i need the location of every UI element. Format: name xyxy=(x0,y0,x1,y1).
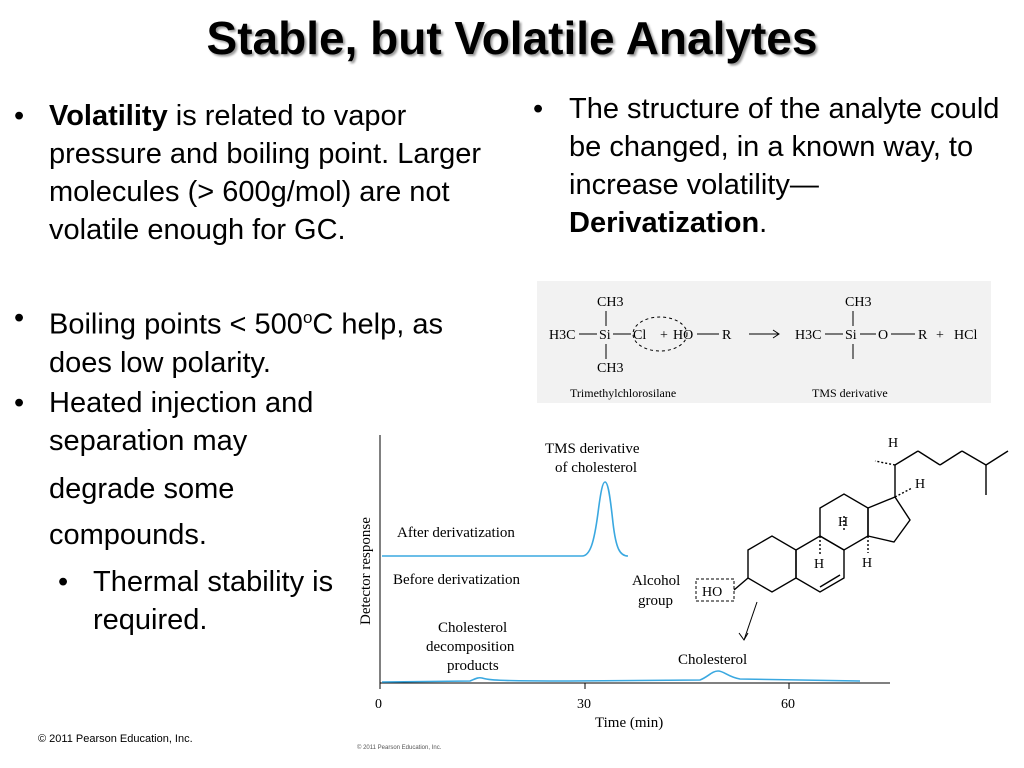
ring-d xyxy=(868,497,910,542)
before-derivatization-label: Before derivatization xyxy=(393,572,521,588)
side-chain xyxy=(986,451,1008,465)
decomposition-label-line3: products xyxy=(447,658,499,674)
pointer-arrow-head xyxy=(739,633,748,640)
heated-line-4: compounds. xyxy=(49,519,207,551)
plus-sign-1: + xyxy=(660,328,668,343)
side-chain xyxy=(918,451,940,465)
heated-line-3: degrade some xyxy=(49,473,235,505)
derivatization-text: The structure of the analyte could be changed, in a known way, to increase volatility— xyxy=(569,93,1000,201)
y-axis-title: Detector response xyxy=(358,517,374,625)
derivatization-end: . xyxy=(759,207,768,239)
h3c-left: H3C xyxy=(549,328,576,343)
slide-title: Stable, but Volatile Analytes xyxy=(206,12,818,64)
double-bond xyxy=(820,575,840,587)
alcohol-label-line1: Alcohol xyxy=(632,573,681,589)
r-group-left: R xyxy=(722,328,732,343)
hydrogen-label: H xyxy=(862,556,873,571)
volatility-text: is related to vapor pressure and boiling point. Larger molecules (> 600g/mol) are not volatile enough for GC. xyxy=(49,100,482,246)
bullet-dot: • xyxy=(14,100,25,132)
tms-peak-label-line1: TMS derivative xyxy=(545,441,640,457)
boiling-text-b: C help, as does low polarity. xyxy=(49,308,443,379)
ch3-bottom-left: CH3 xyxy=(597,361,624,376)
si-right: Si xyxy=(845,328,857,343)
thermal-text: Thermal stability is required. xyxy=(93,566,334,636)
ho-bond xyxy=(734,578,748,590)
reagent-name-label: Trimethylchlorosilane xyxy=(570,386,677,400)
r-group-right: R xyxy=(918,328,928,343)
ch3-top-right: CH3 xyxy=(845,295,872,310)
bullet-derivatization xyxy=(533,90,1003,242)
hydrogen-label: H xyxy=(888,436,899,451)
bullet-dot: • xyxy=(14,302,25,334)
bullet-heated-injection xyxy=(14,384,394,460)
bullet-dot: • xyxy=(533,93,544,125)
volatility-term: Volatility xyxy=(49,100,168,132)
bullet-volatility xyxy=(14,97,494,249)
side-chain xyxy=(895,451,918,465)
hcl-product: HCl xyxy=(954,328,978,343)
bullet-dot: • xyxy=(14,387,25,419)
cholesterol-peak-label: Cholesterol xyxy=(678,652,748,668)
product-name-label: TMS derivative xyxy=(812,386,888,400)
bullet-dot: • xyxy=(58,566,69,598)
after-derivatization-label: After derivatization xyxy=(397,525,515,541)
x-axis-title: Time (min) xyxy=(595,715,664,731)
copyright-figure: © 2011 Pearson Education, Inc. xyxy=(357,745,442,751)
h3c-right: H3C xyxy=(795,328,822,343)
heated-line-1: Heated injection and xyxy=(49,387,314,419)
derivatization-reaction-diagram xyxy=(537,281,991,403)
chromatogram-figure xyxy=(350,425,1015,735)
hydrogen-label: H xyxy=(838,515,849,530)
boiling-text-a: Boiling points < 500 xyxy=(49,308,303,341)
plus-sign-2: + xyxy=(936,328,944,343)
ch3-top-left: CH3 xyxy=(597,295,624,310)
side-chain xyxy=(940,451,962,465)
si-left: Si xyxy=(599,328,611,343)
sub-bullet-thermal xyxy=(58,563,358,639)
bullet-boiling-points xyxy=(14,299,494,382)
pointer-arrow-line xyxy=(744,602,757,640)
side-chain xyxy=(962,451,986,465)
alcohol-label-line2: group xyxy=(638,593,673,609)
ho-atom: HO xyxy=(673,328,694,343)
x-tick-label: 60 xyxy=(781,697,795,712)
o-atom: O xyxy=(878,328,889,343)
ring-a xyxy=(748,536,796,592)
x-tick-label: 30 xyxy=(577,697,591,712)
after-derivatization-trace xyxy=(382,482,628,556)
tms-peak-label-line2: of cholesterol xyxy=(555,460,638,476)
x-tick-label: 0 xyxy=(375,697,382,712)
degree-sup: o xyxy=(302,308,313,327)
ho-group: HO xyxy=(702,585,723,600)
hashed-bond xyxy=(895,488,912,497)
decomposition-label-line1: Cholesterol xyxy=(438,620,508,636)
hydrogen-label: H xyxy=(814,557,825,572)
cl-atom: Cl xyxy=(633,328,647,343)
copyright-footer: © 2011 Pearson Education, Inc. xyxy=(38,733,193,745)
derivatization-term: Derivatization xyxy=(569,207,760,239)
hydrogen-label: H xyxy=(915,477,926,492)
hashed-bond xyxy=(875,461,895,465)
decomposition-label-line2: decomposition xyxy=(426,639,515,655)
heated-line-2: separation may xyxy=(49,425,248,457)
